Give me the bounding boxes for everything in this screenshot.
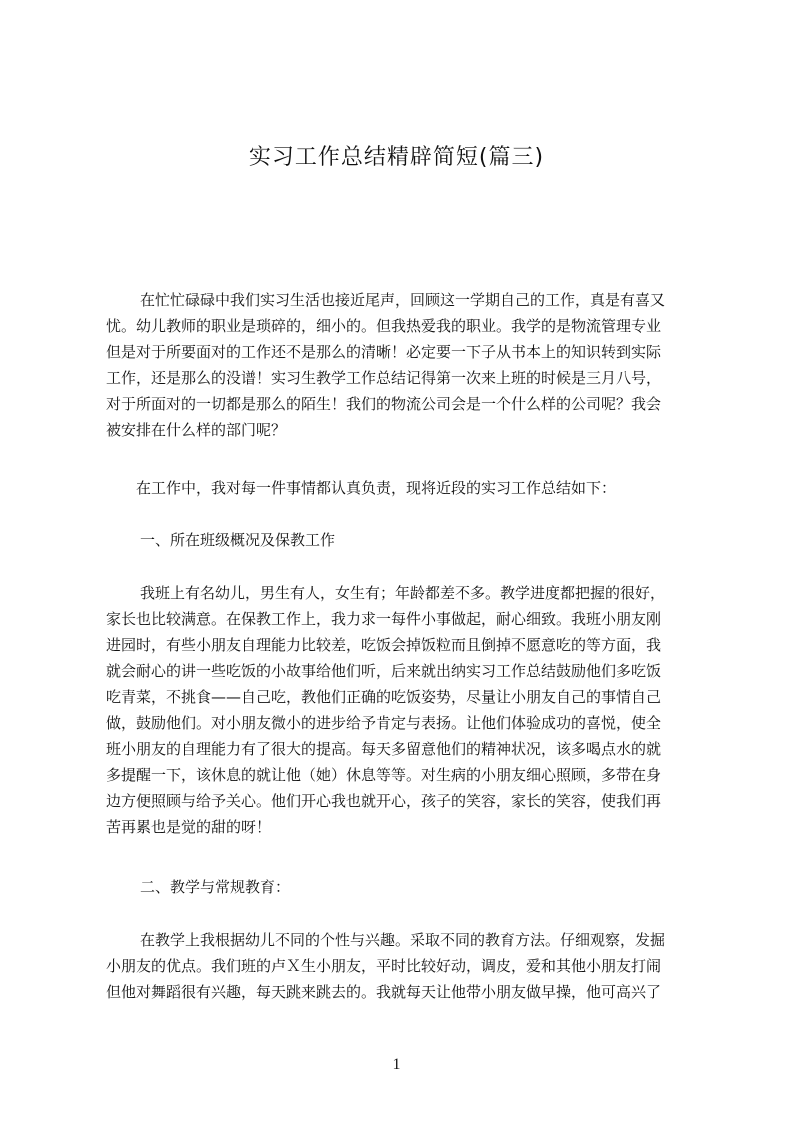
- text-line: 小朋友的优点。我们班的卢Ｘ生小朋友，平时比较好动，调皮，爱和其他小朋友打闹: [106, 957, 662, 975]
- text-line: 在工作中，我对每一件事情都认真负责，现将近段的实习工作总结如下：: [136, 479, 617, 497]
- text-line: 班小朋友的自理能力有了很大的提高。每天多留意他们的精神状况，该多喝点水的就: [106, 740, 662, 758]
- text-line: 做，鼓励他们。对小朋友微小的进步给予肯定与表扬。让他们体验成功的喜悦，使全: [106, 714, 662, 732]
- page-number: 1: [392, 1056, 401, 1073]
- text-line: 我班上有名幼儿，男生有人，女生有；年龄都差不多。教学进度都把握的很好，: [140, 584, 666, 602]
- text-line: 在教学上我根据幼儿不同的个性与兴趣。采取不同的教育方法。仔细观察，发掘: [140, 931, 666, 949]
- text-line: 但他对舞蹈很有兴趣，每天跳来跳去的。我就每天让他带小朋友做早操，他可高兴了: [106, 983, 662, 1001]
- text-line: 吃青菜，不挑食——自己吃，教他们正确的吃饭姿势，尽量让小朋友自己的事情自己: [106, 688, 662, 706]
- paragraph-summary-intro: [106, 475, 702, 501]
- paragraph-teaching: [106, 927, 702, 1005]
- text-line: 在忙忙碌碌中我们实习生活也接近尾声，回顾这一学期自己的工作，真是有喜又: [140, 291, 666, 309]
- text-line: 边方便照顾与给予关心。他们开心我也就开心，孩子的笑容，家长的笑容，使我们再: [106, 792, 662, 810]
- text-line: 被安排在什么样的部门呢？: [106, 421, 287, 439]
- paragraph-class-overview: [106, 580, 702, 840]
- text-line: 忧。幼儿教师的职业是琐碎的，细小的。但我热爱我的职业。我学的是物流管理专业: [106, 317, 662, 335]
- text-line: 多提醒一下，该休息的就让他（她）休息等等。对生病的小朋友细心照顾，多带在身: [106, 766, 662, 784]
- text-line: 家长也比较满意。在保教工作上，我力求一每件小事做起，耐心细致。我班小朋友刚: [106, 610, 662, 628]
- text-line: 就会耐心的讲一些吃饭的小故事给他们听，后来就出纳实习工作总结鼓励他们多吃饭: [106, 662, 662, 680]
- paragraph-intro: [106, 287, 702, 443]
- text-line: 进园时，有些小朋友自理能力比较差，吃饭会掉饭粒而且倒掉不愿意吃的等方面，我: [106, 636, 662, 654]
- text-line: 但是对于所要面对的工作还不是那么的清晰！必定要一下子从书本上的知识转到实际: [106, 343, 662, 361]
- section-heading-1: 一、所在班级概况及保教工作: [140, 531, 336, 549]
- text-line: 对于所面对的一切都是那么的陌生！我们的物流公司会是一个什么样的公司呢？我会: [106, 395, 662, 413]
- section-heading-2: 二、教学与常规教育：: [140, 878, 291, 896]
- text-line: 苦再累也是觉的甜的呀！: [106, 818, 272, 836]
- page-title: 实习工作总结精辟简短(篇三): [248, 145, 545, 170]
- text-line: 工作，还是那么的没谱！实习生教学工作总结记得第一次来上班的时候是三月八号，: [106, 369, 662, 387]
